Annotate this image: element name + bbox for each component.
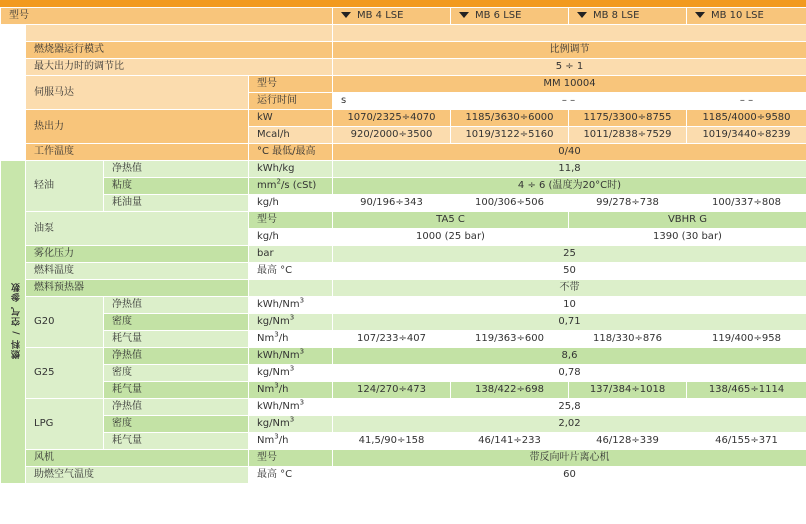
- row-turndown: [1, 59, 806, 76]
- row-oil-visc: [1, 178, 806, 195]
- lpg-label: LPG: [26, 399, 104, 450]
- heat-kw-1: 1070/2325÷4070: [333, 110, 451, 127]
- g25-cons-4: 138/465÷1114: [687, 382, 806, 399]
- heat-unit-kw: kW: [249, 110, 333, 127]
- oil-visc-label: 粘度: [104, 178, 249, 195]
- row-air-temp: [1, 467, 806, 484]
- atomization-unit: bar: [249, 246, 333, 263]
- model-header-2: MB 6 LSE: [451, 8, 569, 25]
- heat-unit-mcal: Mcal/h: [249, 127, 333, 144]
- model-header-4: MB 10 LSE: [687, 8, 806, 25]
- heat-mcal-2: 1019/3122÷5160: [451, 127, 569, 144]
- atomization-value: 25: [333, 246, 806, 263]
- row-pump-type: [1, 212, 806, 229]
- working-temp-unit: °C 最低/最高: [249, 144, 333, 161]
- g20-cons-2: 119/363÷600: [451, 331, 569, 348]
- lpg-net-value: 25,8: [333, 399, 806, 416]
- servo-type-label: 型号: [249, 76, 333, 93]
- row-g25-dens: [1, 365, 806, 382]
- lpg-cons-4: 46/155÷371: [687, 433, 806, 450]
- g20-dens-unit: kg/Nm$^3$: [249, 314, 333, 331]
- g25-label: G25: [26, 348, 104, 399]
- fuel-temp-value: 50: [333, 263, 806, 280]
- row-working-temp: [1, 144, 806, 161]
- row-g20-net: [1, 297, 806, 314]
- row-oil-cons: [1, 195, 806, 212]
- servo-label: 伺服马达: [26, 76, 249, 110]
- fan-value: 带反向叶片离心机: [333, 450, 806, 467]
- servo-runtime-unit: s: [333, 93, 451, 110]
- triangle-down-icon: [459, 12, 469, 18]
- oil-cons-2: 100/306÷506: [451, 195, 569, 212]
- oil-cons-label: 耗油量: [104, 195, 249, 212]
- fan-type-label: 型号: [249, 450, 333, 467]
- lpg-cons-2: 46/141÷233: [451, 433, 569, 450]
- g25-dens-label: 密度: [104, 365, 249, 382]
- oil-visc-unit: $mm^2/s$ (cSt): [249, 178, 333, 195]
- row-heat-kw: [1, 110, 806, 127]
- g20-net-unit: kWh/Nm$^3$: [249, 297, 333, 314]
- oil-cons-4: 100/337÷808: [687, 195, 806, 212]
- g20-dens-value: 0,71: [333, 314, 806, 331]
- air-temp-unit: 最高 °C: [249, 467, 333, 484]
- heat-kw-3: 1175/3300÷8755: [569, 110, 687, 127]
- air-temp-value: 60: [333, 467, 806, 484]
- servo-type-value: MM 10004: [333, 76, 806, 93]
- oil-net-unit: kWh/kg: [249, 161, 333, 178]
- row-lpg-net: [1, 399, 806, 416]
- oil-net-label: 净热值: [104, 161, 249, 178]
- model-header-row: [1, 8, 806, 25]
- heat-mcal-1: 920/2000÷3500: [333, 127, 451, 144]
- row-g20-cons: [1, 331, 806, 348]
- lpg-cons-label: 耗气量: [104, 433, 249, 450]
- model-header-3: MB 8 LSE: [569, 8, 687, 25]
- lpg-net-unit: kWh/Nm$^3$: [249, 399, 333, 416]
- row-burner-mode: [1, 42, 806, 59]
- spacer-row: [1, 25, 806, 42]
- turndown-label: 最大出力时的调节比: [26, 59, 333, 76]
- row-g20-dens: [1, 314, 806, 331]
- pump-cons-2: 1390 (30 bar): [569, 229, 806, 246]
- servo-runtime-value-2: – –: [687, 93, 806, 110]
- oil-label: 轻油: [26, 161, 104, 212]
- triangle-down-icon: [577, 12, 587, 18]
- g20-dens-label: 密度: [104, 314, 249, 331]
- row-preheater: [1, 280, 806, 297]
- g20-cons-4: 119/400÷958: [687, 331, 806, 348]
- pump-cons-1: 1000 (25 bar): [333, 229, 569, 246]
- g25-cons-unit: Nm$^3$/h: [249, 382, 333, 399]
- heat-kw-2: 1185/3630÷6000: [451, 110, 569, 127]
- lpg-net-label: 净热值: [104, 399, 249, 416]
- g20-cons-unit: Nm$^3$/h: [249, 331, 333, 348]
- lpg-dens-unit: kg/Nm$^3$: [249, 416, 333, 433]
- servo-runtime-value-1: – –: [451, 93, 687, 110]
- pump-type-2: VBHR G: [569, 212, 806, 229]
- g20-cons-3: 118/330÷876: [569, 331, 687, 348]
- burner-mode-value: 比例调节: [333, 42, 806, 59]
- air-temp-label: 助燃空气温度: [26, 467, 249, 484]
- fuel-side-label: 燃料 / 空气 参数: [1, 161, 26, 484]
- row-g25-net: [1, 348, 806, 365]
- row-lpg-cons: [1, 433, 806, 450]
- row-atomization: [1, 246, 806, 263]
- preheater-value: 不带: [333, 280, 806, 297]
- g25-net-unit: kWh/Nm$^3$: [249, 348, 333, 365]
- row-fan: [1, 450, 806, 467]
- g25-dens-unit: kg/Nm$^3$: [249, 365, 333, 382]
- g25-cons-label: 耗气量: [104, 382, 249, 399]
- oil-net-value: 11,8: [333, 161, 806, 178]
- working-temp-label: 工作温度: [26, 144, 249, 161]
- g20-net-label: 净热值: [104, 297, 249, 314]
- heat-kw-4: 1185/4000÷9580: [687, 110, 806, 127]
- pump-cons-unit: kg/h: [249, 229, 333, 246]
- top-accent-bar: [0, 0, 806, 7]
- turndown-value: 5 ÷ 1: [333, 59, 806, 76]
- g25-net-value: 8,6: [333, 348, 806, 365]
- oil-cons-3: 99/278÷738: [569, 195, 687, 212]
- triangle-down-icon: [341, 12, 351, 18]
- g20-cons-label: 耗气量: [104, 331, 249, 348]
- g25-dens-value: 0,78: [333, 365, 806, 382]
- g25-cons-1: 124/270÷473: [333, 382, 451, 399]
- pump-type-label: 型号: [249, 212, 333, 229]
- g25-net-label: 净热值: [104, 348, 249, 365]
- model-header-1: MB 4 LSE: [333, 8, 451, 25]
- atomization-label: 雾化压力: [26, 246, 249, 263]
- heat-mcal-3: 1011/2838÷7529: [569, 127, 687, 144]
- row-fuel-temp: [1, 263, 806, 280]
- working-temp-value: 0/40: [333, 144, 806, 161]
- row-servo-type: [1, 76, 806, 93]
- oil-visc-value: 4 ÷ 6 (温度为20°C时): [333, 178, 806, 195]
- lpg-cons-unit: Nm$^3$/h: [249, 433, 333, 450]
- fuel-temp-unit: 最高 °C: [249, 263, 333, 280]
- row-lpg-dens: [1, 416, 806, 433]
- oil-cons-unit: kg/h: [249, 195, 333, 212]
- row-g25-cons: [1, 382, 806, 399]
- g25-cons-3: 137/384÷1018: [569, 382, 687, 399]
- lpg-dens-label: 密度: [104, 416, 249, 433]
- pump-type-1: TA5 C: [333, 212, 569, 229]
- heat-label: 热出力: [26, 110, 249, 144]
- row-oil-net: [1, 161, 806, 178]
- triangle-down-icon: [695, 12, 705, 18]
- servo-runtime-label: 运行时间: [249, 93, 333, 110]
- lpg-cons-1: 41,5/90÷158: [333, 433, 451, 450]
- lpg-cons-3: 46/128÷339: [569, 433, 687, 450]
- pump-label: 油泵: [26, 212, 249, 246]
- fan-label: 风机: [26, 450, 249, 467]
- lpg-dens-value: 2,02: [333, 416, 806, 433]
- heat-mcal-4: 1019/3440÷8239: [687, 127, 806, 144]
- g20-net-value: 10: [333, 297, 806, 314]
- g20-cons-1: 107/233÷407: [333, 331, 451, 348]
- burner-mode-label: 燃烧器运行模式: [26, 42, 333, 59]
- g20-label: G20: [26, 297, 104, 348]
- fuel-temp-label: 燃料温度: [26, 263, 249, 280]
- oil-cons-1: 90/196÷343: [333, 195, 451, 212]
- spec-table: [0, 7, 806, 484]
- preheater-label: 燃料预热器: [26, 280, 249, 297]
- model-label: 型号: [1, 8, 333, 25]
- g25-cons-2: 138/422÷698: [451, 382, 569, 399]
